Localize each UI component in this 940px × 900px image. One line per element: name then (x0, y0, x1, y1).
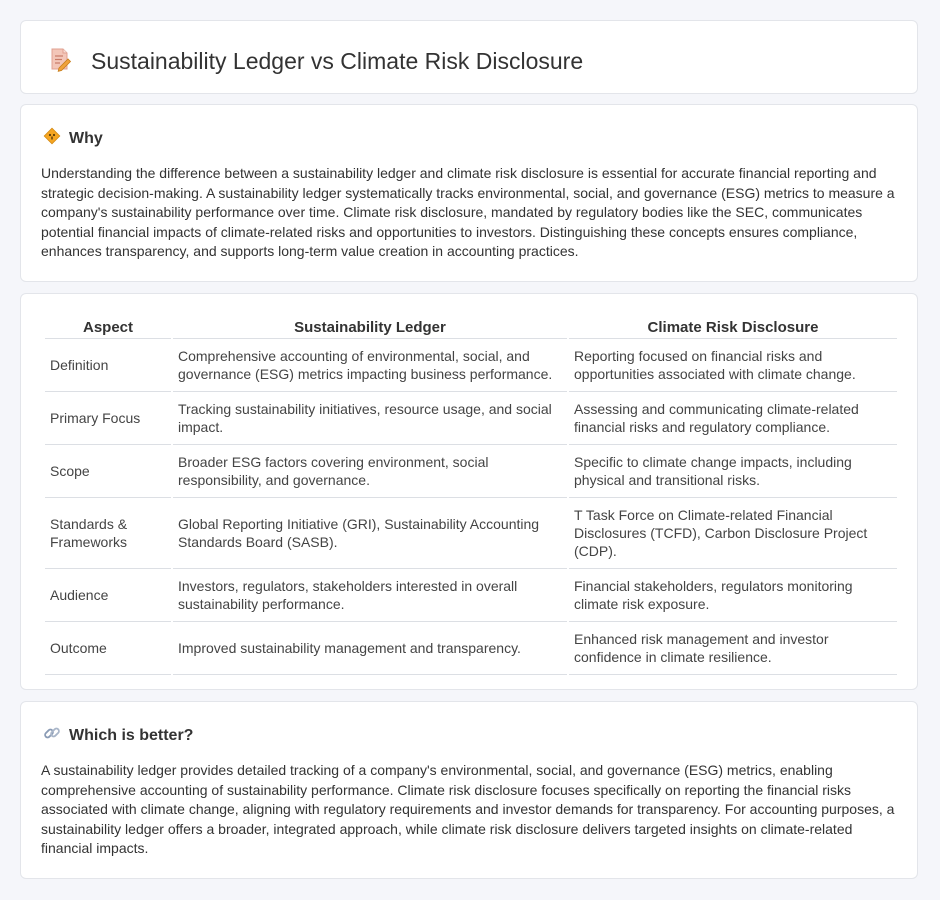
document-pencil-icon (47, 46, 73, 77)
link-icon (43, 724, 61, 747)
header-climate-risk-disclosure: Climate Risk Disclosure (569, 314, 897, 339)
disclosure-cell: Reporting focused on financial risks and opportunities associated with climate change. (569, 339, 897, 392)
diamond-sign-icon (43, 127, 61, 150)
aspect-cell: Audience (45, 569, 171, 622)
why-heading: Why (69, 129, 103, 147)
page-title: Sustainability Ledger vs Climate Risk Disclosure (91, 48, 584, 74)
table-header-row (45, 314, 897, 339)
aspect-cell: Standards & Frameworks (45, 498, 171, 569)
why-text: Understanding the difference between a sustainability ledger and climate risk disclosure is essential for accurate financial reporting and strategic decision-making. A sustainability ledger systematically tracks environmental, social, and governance (ESG) metrics to measure a company's sustainability performance over time. Climate risk disclosure, mandated by regulatory bodies like the SEC, communicates potential financial impacts of climate-related risks and opportunities to investors. Distinguishing these concepts ensures compliance, enhances transparency, and supports long-term value creation in accounting practices. (41, 165, 895, 260)
ledger-cell: Global Reporting Initiative (GRI), Sustainability Accounting Standards Board (SASB). (173, 498, 567, 569)
table-row (45, 445, 897, 498)
disclosure-cell: T Task Force on Climate-related Financial Disclosures (TCFD), Carbon Disclosure Project (CDP). (569, 498, 897, 569)
which-is-better-heading: Which is better? (69, 726, 194, 744)
why-section (20, 104, 918, 282)
table-row (45, 392, 897, 445)
table-row (45, 569, 897, 622)
header-sustainability-ledger: Sustainability Ledger (173, 314, 567, 339)
aspect-cell: Definition (45, 339, 171, 392)
disclosure-cell: Specific to climate change impacts, including physical and transitional risks. (569, 445, 897, 498)
ledger-cell: Comprehensive accounting of environmental, social, and governance (ESG) metrics impacting business performance. (173, 339, 567, 392)
comparison-section (20, 293, 918, 690)
which-is-better-section (20, 701, 918, 879)
aspect-cell: Outcome (45, 622, 171, 675)
disclosure-cell: Enhanced risk management and investor confidence in climate resilience. (569, 622, 897, 675)
disclosure-cell: Assessing and communicating climate-related financial risks and regulatory compliance. (569, 392, 897, 445)
disclosure-cell: Financial stakeholders, regulators monitoring climate risk exposure. (569, 569, 897, 622)
which-is-better-text: A sustainability ledger provides detailed tracking of a company's environmental, social, and governance (ESG) metrics, enabling comprehensive accounting of sustainability performance. Climate risk disclosure focuses specifically on reporting the financial risks associated with climate change, aligning with regulatory requirements and investor demands for transparency. For accounting purposes, a sustainability ledger offers a broader, integrated approach, while climate risk disclosure delivers targeted insights on climate-related financial impacts. (41, 762, 895, 857)
table-row (45, 622, 897, 675)
table-row (45, 498, 897, 569)
aspect-cell: Scope (45, 445, 171, 498)
ledger-cell: Broader ESG factors covering environment, social responsibility, and governance. (173, 445, 567, 498)
ledger-cell: Improved sustainability management and transparency. (173, 622, 567, 675)
ledger-cell: Investors, regulators, stakeholders interested in overall sustainability performance. (173, 569, 567, 622)
aspect-cell: Primary Focus (45, 392, 171, 445)
table-row (45, 339, 897, 392)
title-card (20, 20, 918, 94)
comparison-table (43, 314, 899, 675)
header-aspect: Aspect (45, 314, 171, 339)
ledger-cell: Tracking sustainability initiatives, resource usage, and social impact. (173, 392, 567, 445)
